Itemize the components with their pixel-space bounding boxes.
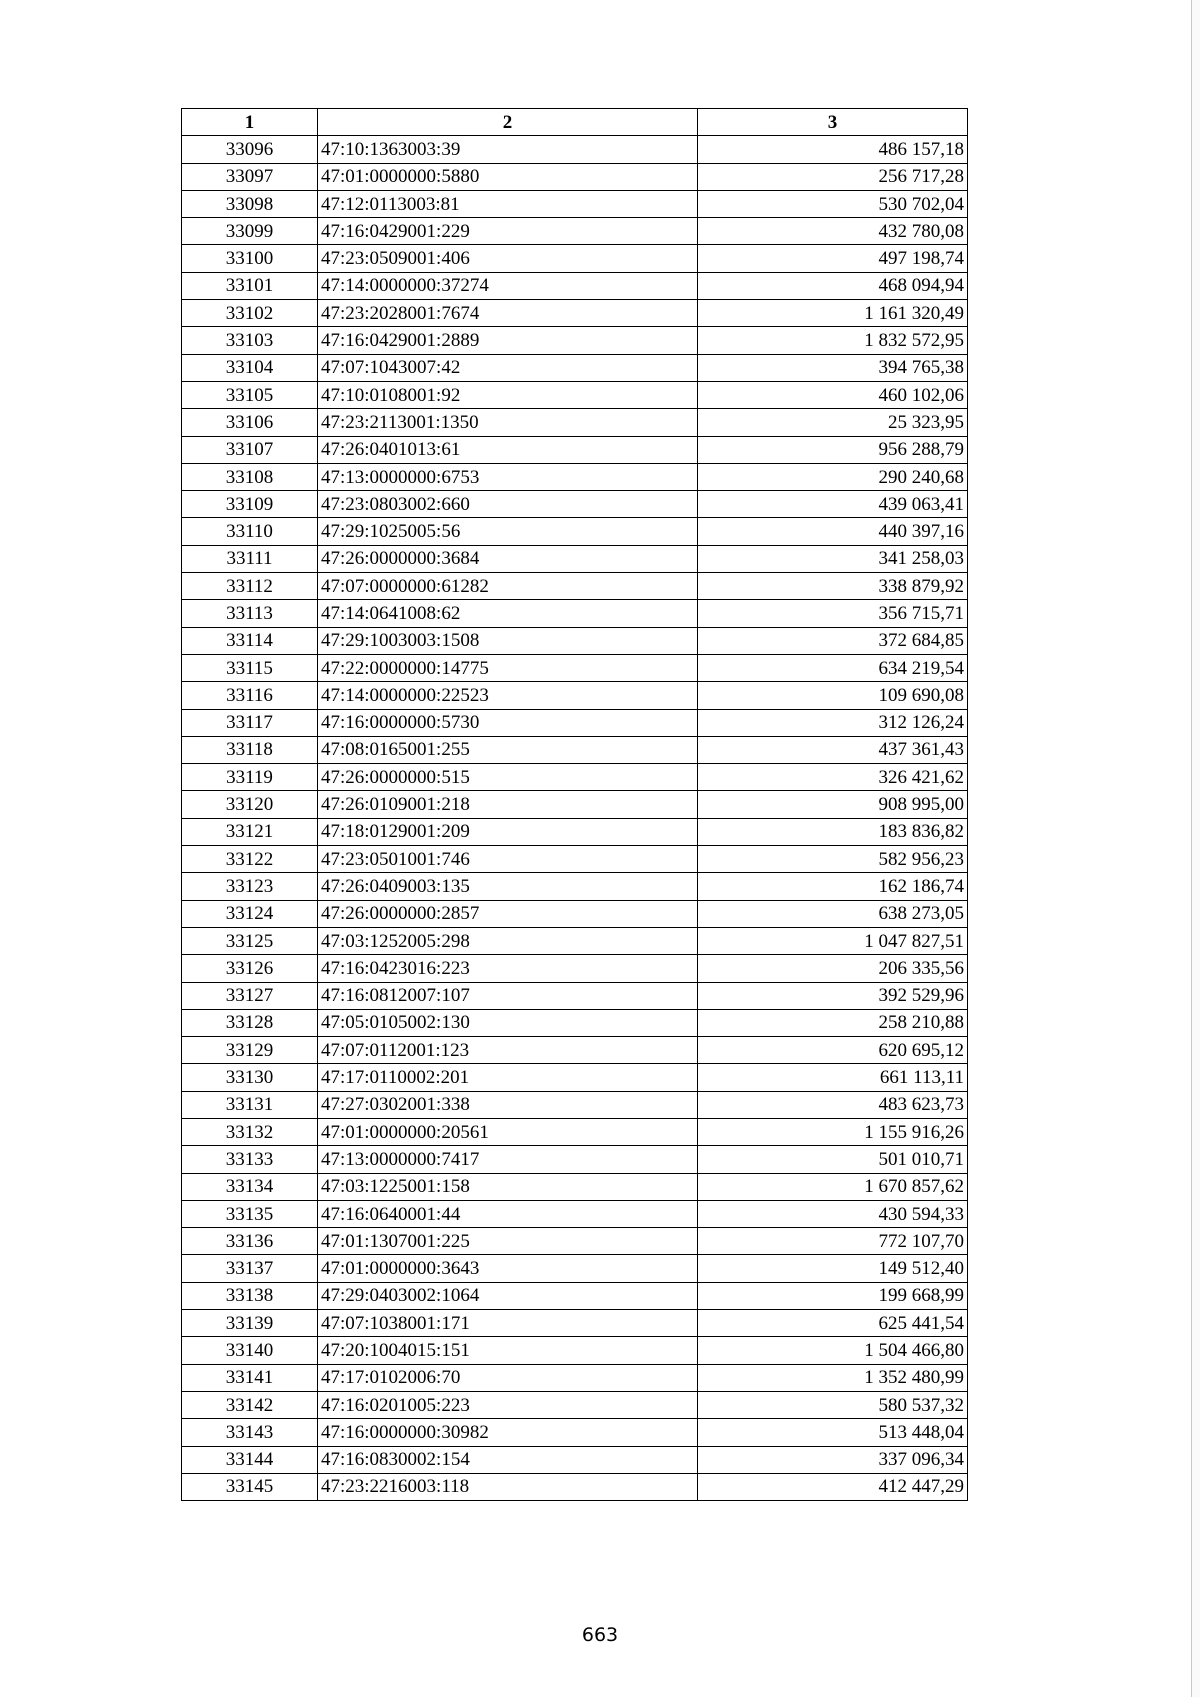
table-row	[182, 900, 968, 927]
cadastral-number: 47:07:1043007:42	[318, 354, 698, 381]
cadastral-value: 1 670 857,62	[698, 1173, 968, 1200]
data-table	[181, 108, 968, 1501]
cadastral-value: 634 219,54	[698, 654, 968, 681]
table-row	[182, 518, 968, 545]
table-row	[182, 245, 968, 272]
table-row	[182, 1255, 968, 1282]
cadastral-number: 47:01:0000000:5880	[318, 163, 698, 190]
table-row	[182, 354, 968, 381]
cadastral-value: 772 107,70	[698, 1228, 968, 1255]
cadastral-number: 47:29:1025005:56	[318, 518, 698, 545]
cadastral-number: 47:26:0409003:135	[318, 873, 698, 900]
table-row	[182, 136, 968, 163]
cadastral-number: 47:16:0000000:5730	[318, 709, 698, 736]
row-number: 33108	[182, 463, 318, 490]
table-row	[182, 682, 968, 709]
cadastral-number: 47:16:0812007:107	[318, 982, 698, 1009]
cadastral-number: 47:26:0401013:61	[318, 436, 698, 463]
row-number: 33116	[182, 682, 318, 709]
cadastral-value: 394 765,38	[698, 354, 968, 381]
cadastral-number: 47:14:0000000:22523	[318, 682, 698, 709]
cadastral-number: 47:01:1307001:225	[318, 1228, 698, 1255]
row-number: 33097	[182, 163, 318, 190]
cadastral-value: 1 155 916,26	[698, 1118, 968, 1145]
cadastral-number: 47:03:1225001:158	[318, 1173, 698, 1200]
row-number: 33137	[182, 1255, 318, 1282]
cadastral-number: 47:16:0429001:2889	[318, 327, 698, 354]
cadastral-number: 47:29:0403002:1064	[318, 1282, 698, 1309]
table-row	[182, 573, 968, 600]
table-row	[182, 218, 968, 245]
cadastral-value: 1 047 827,51	[698, 927, 968, 954]
row-number: 33102	[182, 300, 318, 327]
cadastral-number: 47:10:1363003:39	[318, 136, 698, 163]
table-row	[182, 1009, 968, 1036]
cadastral-value: 149 512,40	[698, 1255, 968, 1282]
row-number: 33130	[182, 1064, 318, 1091]
table-row	[182, 818, 968, 845]
row-number: 33134	[182, 1173, 318, 1200]
cadastral-value: 256 717,28	[698, 163, 968, 190]
cadastral-number: 47:23:0509001:406	[318, 245, 698, 272]
cadastral-value: 109 690,08	[698, 682, 968, 709]
table-row	[182, 300, 968, 327]
table-row	[182, 600, 968, 627]
cadastral-number: 47:16:0640001:44	[318, 1200, 698, 1227]
table-row	[182, 436, 968, 463]
cadastral-number: 47:26:0000000:2857	[318, 900, 698, 927]
cadastral-number: 47:14:0641008:62	[318, 600, 698, 627]
table-row	[182, 1473, 968, 1500]
table-row	[182, 846, 968, 873]
cadastral-value: 199 668,99	[698, 1282, 968, 1309]
cadastral-number: 47:07:0000000:61282	[318, 573, 698, 600]
row-number: 33145	[182, 1473, 318, 1500]
cadastral-number: 47:01:0000000:20561	[318, 1118, 698, 1145]
cadastral-value: 412 447,29	[698, 1473, 968, 1500]
cadastral-value: 1 161 320,49	[698, 300, 968, 327]
cadastral-value: 908 995,00	[698, 791, 968, 818]
table-row	[182, 1037, 968, 1064]
cadastral-value: 372 684,85	[698, 627, 968, 654]
cadastral-number: 47:16:0429001:229	[318, 218, 698, 245]
row-number: 33109	[182, 491, 318, 518]
cadastral-value: 486 157,18	[698, 136, 968, 163]
row-number: 33104	[182, 354, 318, 381]
table-row	[182, 1364, 968, 1391]
row-number: 33122	[182, 846, 318, 873]
row-number: 33117	[182, 709, 318, 736]
cadastral-number: 47:03:1252005:298	[318, 927, 698, 954]
cadastral-value: 501 010,71	[698, 1146, 968, 1173]
row-number: 33120	[182, 791, 318, 818]
cadastral-number: 47:23:0501001:746	[318, 846, 698, 873]
row-number: 33119	[182, 764, 318, 791]
row-number: 33132	[182, 1118, 318, 1145]
cadastral-number: 47:16:0201005:223	[318, 1391, 698, 1418]
cadastral-number: 47:07:0112001:123	[318, 1037, 698, 1064]
cadastral-value: 392 529,96	[698, 982, 968, 1009]
table-body	[182, 136, 968, 1501]
cadastral-value: 513 448,04	[698, 1419, 968, 1446]
cadastral-number: 47:13:0000000:7417	[318, 1146, 698, 1173]
cadastral-value: 430 594,33	[698, 1200, 968, 1227]
table-row	[182, 955, 968, 982]
row-number: 33123	[182, 873, 318, 900]
row-number: 33105	[182, 381, 318, 408]
table-row	[182, 409, 968, 436]
row-number: 33115	[182, 654, 318, 681]
row-number: 33127	[182, 982, 318, 1009]
row-number: 33144	[182, 1446, 318, 1473]
cadastral-value: 183 836,82	[698, 818, 968, 845]
table-row	[182, 736, 968, 763]
row-number: 33111	[182, 545, 318, 572]
cadastral-value: 460 102,06	[698, 381, 968, 408]
row-number: 33126	[182, 955, 318, 982]
row-number: 33124	[182, 900, 318, 927]
cadastral-value: 661 113,11	[698, 1064, 968, 1091]
cadastral-number: 47:23:2216003:118	[318, 1473, 698, 1500]
cadastral-value: 258 210,88	[698, 1009, 968, 1036]
cadastral-number: 47:29:1003003:1508	[318, 627, 698, 654]
row-number: 33098	[182, 190, 318, 217]
table-row	[182, 873, 968, 900]
cadastral-number: 47:14:0000000:37274	[318, 272, 698, 299]
row-number: 33110	[182, 518, 318, 545]
cadastral-number: 47:22:0000000:14775	[318, 654, 698, 681]
cadastral-value: 497 198,74	[698, 245, 968, 272]
cadastral-value: 337 096,34	[698, 1446, 968, 1473]
cadastral-number: 47:16:0000000:30982	[318, 1419, 698, 1446]
cadastral-value: 956 288,79	[698, 436, 968, 463]
table-row	[182, 791, 968, 818]
row-number: 33140	[182, 1337, 318, 1364]
table-row	[182, 1228, 968, 1255]
cadastral-number: 47:20:1004015:151	[318, 1337, 698, 1364]
cadastral-value: 437 361,43	[698, 736, 968, 763]
cadastral-value: 468 094,94	[698, 272, 968, 299]
row-number: 33141	[182, 1364, 318, 1391]
table-row	[182, 545, 968, 572]
cadastral-value: 530 702,04	[698, 190, 968, 217]
cadastral-number: 47:27:0302001:338	[318, 1091, 698, 1118]
table-row	[182, 327, 968, 354]
header-col-2: 2	[318, 109, 698, 136]
cadastral-value: 1 504 466,80	[698, 1337, 968, 1364]
row-number: 33129	[182, 1037, 318, 1064]
row-number: 33121	[182, 818, 318, 845]
cadastral-number: 47:16:0423016:223	[318, 955, 698, 982]
row-number: 33106	[182, 409, 318, 436]
table-row	[182, 272, 968, 299]
table-row	[182, 1310, 968, 1337]
row-number: 33113	[182, 600, 318, 627]
cadastral-number: 47:13:0000000:6753	[318, 463, 698, 490]
row-number: 33139	[182, 1310, 318, 1337]
page-number: 663	[581, 1624, 619, 1646]
cadastral-number: 47:07:1038001:171	[318, 1310, 698, 1337]
cadastral-number: 47:16:0830002:154	[318, 1446, 698, 1473]
cadastral-value: 206 335,56	[698, 955, 968, 982]
header-col-3: 3	[698, 109, 968, 136]
row-number: 33100	[182, 245, 318, 272]
cadastral-number: 47:23:0803002:660	[318, 491, 698, 518]
table-row	[182, 381, 968, 408]
cadastral-number: 47:08:0165001:255	[318, 736, 698, 763]
table-row	[182, 491, 968, 518]
header-row	[182, 109, 968, 136]
table-row	[182, 1118, 968, 1145]
cadastral-value: 440 397,16	[698, 518, 968, 545]
cadastral-number: 47:23:2113001:1350	[318, 409, 698, 436]
cadastral-value: 341 258,03	[698, 545, 968, 572]
cadastral-number: 47:17:0110002:201	[318, 1064, 698, 1091]
table-row	[182, 1391, 968, 1418]
row-number: 33114	[182, 627, 318, 654]
cadastral-value: 582 956,23	[698, 846, 968, 873]
table-row	[182, 1064, 968, 1091]
cadastral-value: 638 273,05	[698, 900, 968, 927]
table-row	[182, 1173, 968, 1200]
row-number: 33118	[182, 736, 318, 763]
cadastral-number: 47:26:0109001:218	[318, 791, 698, 818]
cadastral-value: 439 063,41	[698, 491, 968, 518]
cadastral-number: 47:10:0108001:92	[318, 381, 698, 408]
table-row	[182, 1446, 968, 1473]
row-number: 33142	[182, 1391, 318, 1418]
row-number: 33112	[182, 573, 318, 600]
row-number: 33143	[182, 1419, 318, 1446]
table-row	[182, 764, 968, 791]
table-row	[182, 627, 968, 654]
row-number: 33103	[182, 327, 318, 354]
cadastral-value: 338 879,92	[698, 573, 968, 600]
cadastral-value: 25 323,95	[698, 409, 968, 436]
table-row	[182, 1091, 968, 1118]
cadastral-value: 625 441,54	[698, 1310, 968, 1337]
row-number: 33125	[182, 927, 318, 954]
row-number: 33096	[182, 136, 318, 163]
cadastral-number: 47:01:0000000:3643	[318, 1255, 698, 1282]
cadastral-value: 1 832 572,95	[698, 327, 968, 354]
cadastral-number: 47:12:0113003:81	[318, 190, 698, 217]
table-row	[182, 709, 968, 736]
row-number: 33133	[182, 1146, 318, 1173]
table-row	[182, 654, 968, 681]
cadastral-number: 47:18:0129001:209	[318, 818, 698, 845]
table-row	[182, 1337, 968, 1364]
row-number: 33101	[182, 272, 318, 299]
table-row	[182, 927, 968, 954]
cadastral-number: 47:26:0000000:3684	[318, 545, 698, 572]
cadastral-number: 47:23:2028001:7674	[318, 300, 698, 327]
table-row	[182, 1200, 968, 1227]
row-number: 33135	[182, 1200, 318, 1227]
row-number: 33128	[182, 1009, 318, 1036]
cadastral-value: 620 695,12	[698, 1037, 968, 1064]
cadastral-value: 326 421,62	[698, 764, 968, 791]
row-number: 33136	[182, 1228, 318, 1255]
table-row	[182, 1146, 968, 1173]
table-row	[182, 190, 968, 217]
cadastral-value: 356 715,71	[698, 600, 968, 627]
row-number: 33099	[182, 218, 318, 245]
table-row	[182, 163, 968, 190]
cadastral-value: 432 780,08	[698, 218, 968, 245]
cadastral-value: 580 537,32	[698, 1391, 968, 1418]
cadastral-value: 290 240,68	[698, 463, 968, 490]
table-row	[182, 463, 968, 490]
row-number: 33138	[182, 1282, 318, 1309]
cadastral-value: 312 126,24	[698, 709, 968, 736]
cadastral-value: 162 186,74	[698, 873, 968, 900]
table-row	[182, 982, 968, 1009]
page-edge	[1191, 0, 1200, 1697]
cadastral-value: 1 352 480,99	[698, 1364, 968, 1391]
cadastral-number: 47:17:0102006:70	[318, 1364, 698, 1391]
table-row	[182, 1419, 968, 1446]
cadastral-number: 47:05:0105002:130	[318, 1009, 698, 1036]
cadastral-number: 47:26:0000000:515	[318, 764, 698, 791]
table-row	[182, 1282, 968, 1309]
row-number: 33131	[182, 1091, 318, 1118]
row-number: 33107	[182, 436, 318, 463]
cadastral-value: 483 623,73	[698, 1091, 968, 1118]
header-col-1: 1	[182, 109, 318, 136]
